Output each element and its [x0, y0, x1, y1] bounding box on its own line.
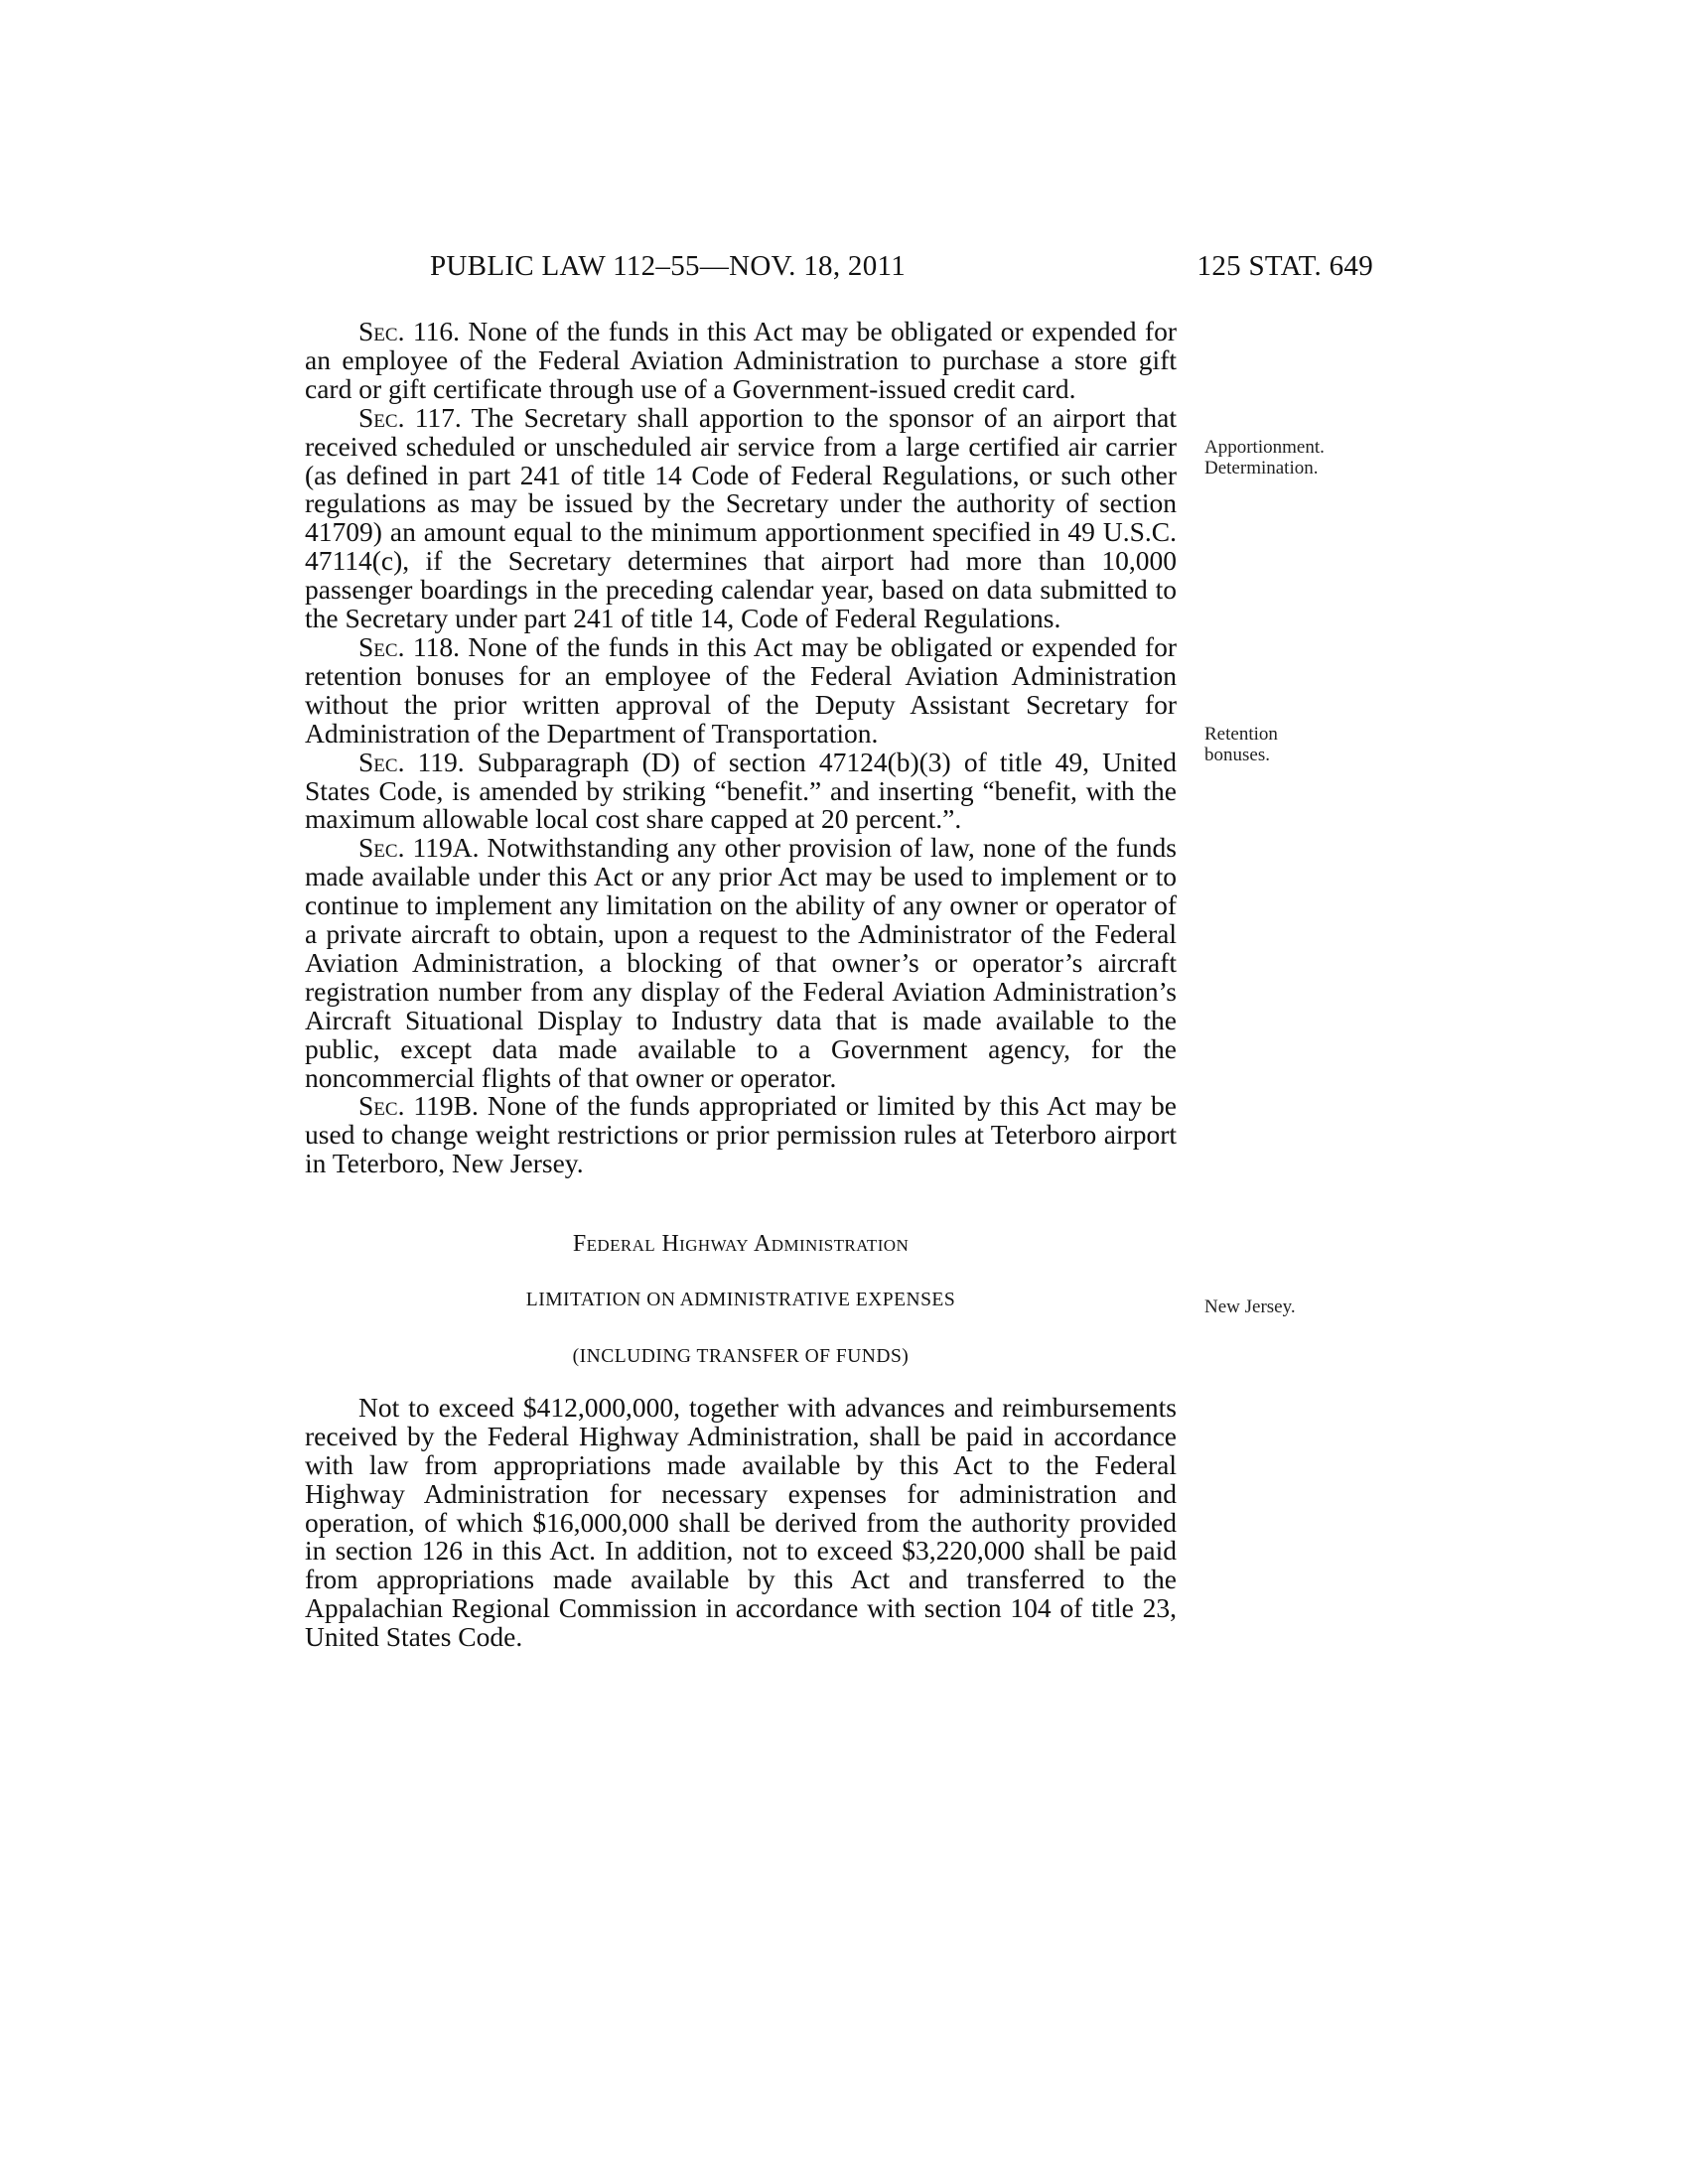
- section-text: Subparagraph (D) of section 47124(b)(3) of title 49, United States Code, is amended by striking “benefit.” and inserting “benefit, with the maximum allowable local cost share capped at 20 percent.”.: [305, 746, 1177, 835]
- running-head: [430, 250, 1373, 290]
- margin-note-line: Determination.: [1204, 458, 1319, 478]
- section-text: Notwithstanding any other provision of law, none of the funds made available under this Act or any prior Act may be used to implement or to continue to implement any limitation on the ability of any owner or operator of a private aircraft to obtain, upon a request to the Administrator of the Federal Aviation Administration, a blocking of that owner’s or operator’s aircraft registration number from any display of the Federal Aviation Administration’s Aircraft Situational Display to Industry data that is made available to the public, except data made available to a Government agency, for the noncommercial flights of that owner or operator.: [305, 832, 1177, 1093]
- margin-note-line: bonuses.: [1204, 745, 1270, 765]
- section-116: [305, 318, 1177, 404]
- section-label: Sec. 119B.: [358, 1090, 479, 1122]
- margin-note-line: Apportionment.: [1204, 437, 1325, 458]
- section-label: Sec. 116.: [358, 316, 460, 346]
- margin-note-retention: [1204, 724, 1278, 765]
- section-118: [305, 630, 1177, 749]
- margin-note-new-jersey: [1204, 1297, 1296, 1317]
- section-119: [305, 746, 1177, 835]
- parenthetical-heading: (INCLUDING TRANSFER OF FUNDS): [572, 1346, 910, 1367]
- section-119a: [305, 834, 1177, 1092]
- sub-heading: LIMITATION ON ADMINISTRATIVE EXPENSES: [525, 1290, 956, 1311]
- section-text: None of the funds in this Act may be obligated or expended for retention bonuses for an employee of the Federal Aviation Administration without the prior written approval of the Deputy Assistant Secretary for Administration of the Department of Transportation.: [305, 630, 1177, 749]
- margin-note-line: New Jersey.: [1204, 1297, 1296, 1317]
- section-text: None of the funds in this Act may be obligated or expended for an employee of the Federal Aviation Administration to purchase a store gift card or gift certificate through use of a Government-issued credit card.: [305, 316, 1177, 404]
- section-119b: [305, 1092, 1177, 1178]
- section-text: The Secretary shall apportion to the sponsor of an airport that received scheduled or unscheduled air service from a large certified air carrier (as defined in part 241 of title 14 Code of Federal Regulations, or such other regulations as may be issued by the Secretary under the authority of section 41709) an amount equal to the minimum apportionment specified in 49 U.S.C. 47114(c), if the Secretary determines that airport had more than 10,000 passenger boardings in the preceding calendar year, based on data submitted to the Secretary under part 241 of title 14, Code of Federal Regulations.: [305, 401, 1177, 634]
- section-label: Sec. 119A.: [358, 832, 480, 864]
- section-label: Sec. 118.: [358, 630, 460, 662]
- appropriation-paragraph: Not to exceed $412,000,000, together with advances and reimbursements received by the Federal Highway Administration, shall be paid in accordance with law from appropriations made available by this Act to the Federal Highway Administration for necessary expenses for administration and operation, of which $16,000,000 shall be derived from the authority provided in section 126 in this Act. In addition, not to exceed $3,220,000 shall be paid from appropriations made available by this Act and transferred to the Appalachian Regional Commission in accordance with section 104 of title 23, United States Code.: [305, 1391, 1177, 1653]
- margin-note-apportionment: [1204, 437, 1325, 478]
- section-label: Sec. 117.: [358, 401, 462, 433]
- statute-page-number: 125 STAT. 649: [1196, 250, 1373, 282]
- running-head-title: PUBLIC LAW 112–55—NOV. 18, 2011: [430, 250, 907, 282]
- body-text: [305, 318, 1177, 1652]
- section-117: [305, 401, 1177, 634]
- section-label: Sec. 119.: [358, 746, 465, 777]
- section-text: None of the funds appropriated or limited by this Act may be used to change weight restrictions or prior permission rules at Teterboro airport in Teterboro, New Jersey.: [305, 1090, 1177, 1179]
- margin-note-line: Retention: [1204, 724, 1278, 745]
- agency-heading: Federal Highway Administration: [572, 1231, 910, 1258]
